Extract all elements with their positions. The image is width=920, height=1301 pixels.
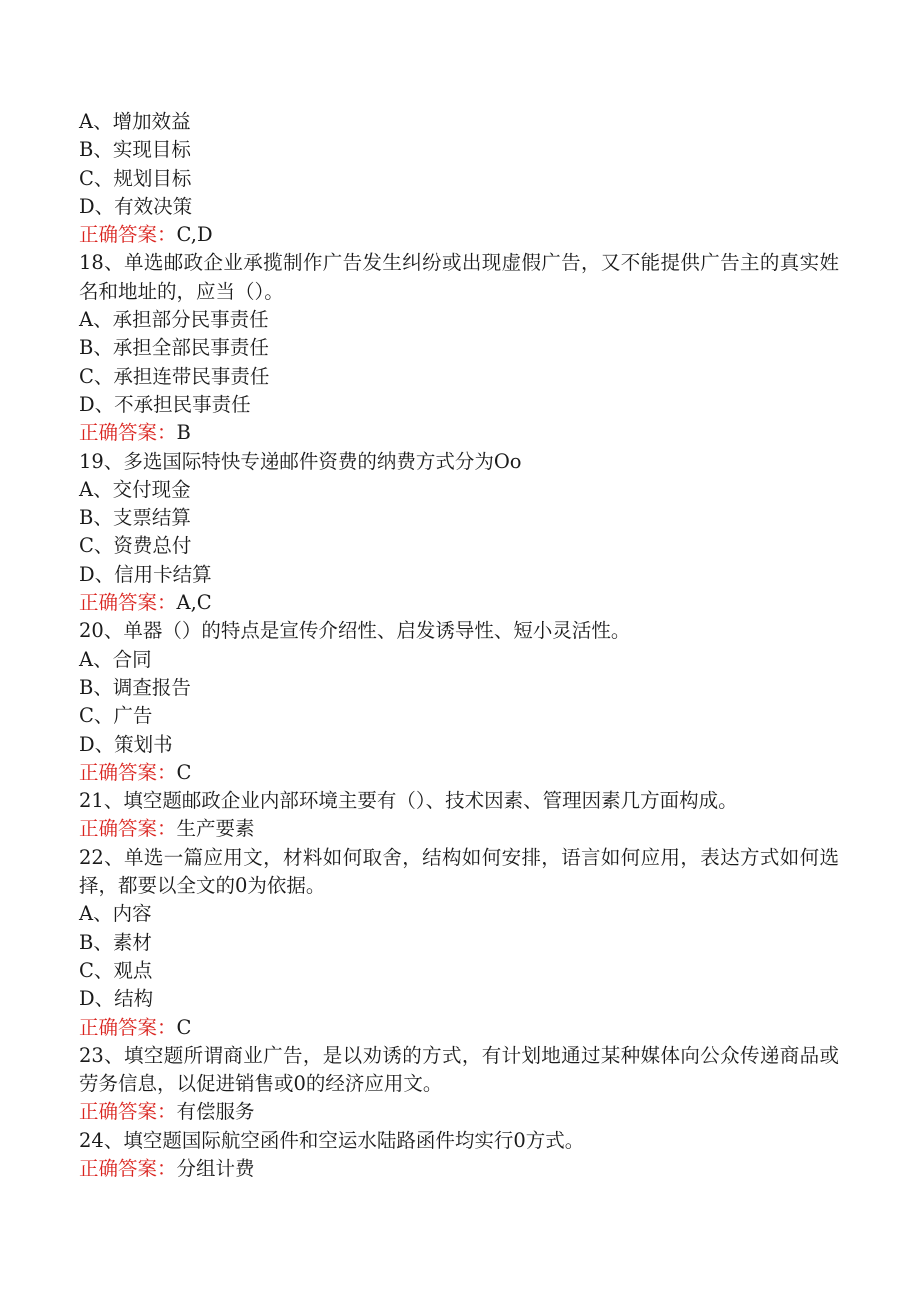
option-b: B、实现目标 (79, 138, 191, 162)
question-block-19 (79, 448, 839, 618)
answer-label: 正确答案： (79, 1015, 177, 1039)
exam-page (79, 108, 839, 1183)
option-d: D、不承担民事责任 (79, 392, 251, 416)
answer-value: C (176, 760, 192, 784)
answer-line (79, 1155, 839, 1183)
option-d: D、策划书 (79, 732, 173, 756)
option-c: C、规划目标 (79, 166, 192, 190)
answer-value: 分组计费 (176, 1156, 255, 1180)
answer-label: 正确答案： (79, 421, 177, 445)
question-block-20 (79, 617, 839, 787)
option-a: A、交付现金 (79, 477, 191, 501)
answer-value: 有偿服务 (176, 1100, 255, 1124)
answer-label: 正确答案： (79, 1100, 177, 1124)
option-d: D、结构 (79, 987, 154, 1011)
question-text: 20、单器（）的特点是宣传介绍性、启发诱导性、短小灵活性。 (79, 619, 631, 643)
answer-value: B (176, 421, 191, 445)
answer-label: 正确答案： (79, 760, 177, 784)
option-d: D、有效决策 (79, 194, 193, 218)
option-c: C、观点 (79, 958, 153, 982)
answer-label: 正确答案： (79, 223, 177, 247)
answer-value: C,D (176, 223, 213, 247)
question-block-18 (79, 249, 839, 447)
question-text: 18、单选邮政企业承揽制作广告发生纠纷或出现虚假广告，又不能提供广告主的真实姓名和地址的，应当（）。 (79, 251, 839, 303)
question-text: 21、填空题邮政企业内部环境主要有（）、技术因素、管理因素几方面构成。 (79, 789, 738, 813)
option-a: A、合同 (79, 647, 152, 671)
option-a: A、承担部分民事责任 (79, 308, 269, 332)
option-a: A、内容 (79, 902, 152, 926)
prev-question-block (79, 108, 839, 249)
option-c: C、承担连带民事责任 (79, 364, 270, 388)
option-b: B、调查报告 (79, 675, 191, 699)
answer-value: C (176, 1015, 192, 1039)
answer-label: 正确答案： (79, 1156, 177, 1180)
question-text: 24、填空题国际航空函件和空运水陆路函件均实行0方式。 (79, 1128, 585, 1152)
answer-line (79, 589, 839, 617)
option-b: B、素材 (79, 930, 152, 954)
answer-line (79, 1098, 839, 1126)
option-d: D、信用卡结算 (79, 562, 212, 586)
answer-value: 生产要素 (176, 817, 255, 841)
question-text: 22、单选一篇应用文，材料如何取舍，结构如何安排，语言如何应用，表达方式如何选择，都要以全文的0为依据。 (79, 845, 839, 898)
question-block-23 (79, 1042, 839, 1127)
option-b: B、支票结算 (79, 506, 191, 530)
question-text: 19、多选国际特快专递邮件资费的纳费方式分为Oo (79, 449, 522, 473)
option-b: B、承担全部民事责任 (79, 336, 269, 360)
question-text: 23、填空题所谓商业广告，是以劝诱的方式，有计划地通过某种媒体向公众传递商品或劳务信息，以促进销售或0的经济应用文。 (79, 1043, 839, 1096)
option-c: C、资费总付 (79, 534, 192, 558)
answer-line (79, 419, 839, 447)
question-block-22 (79, 844, 839, 1042)
answer-label: 正确答案： (79, 591, 177, 615)
answer-line (79, 1014, 839, 1042)
answer-line (79, 815, 839, 843)
answer-label: 正确答案： (79, 817, 177, 841)
question-block-24 (79, 1127, 839, 1184)
question-block-21 (79, 787, 839, 844)
answer-line (79, 759, 839, 787)
answer-line (79, 221, 839, 249)
answer-value: A,C (176, 591, 212, 615)
option-c: C、广告 (79, 704, 153, 728)
option-a: A、增加效益 (79, 110, 191, 133)
